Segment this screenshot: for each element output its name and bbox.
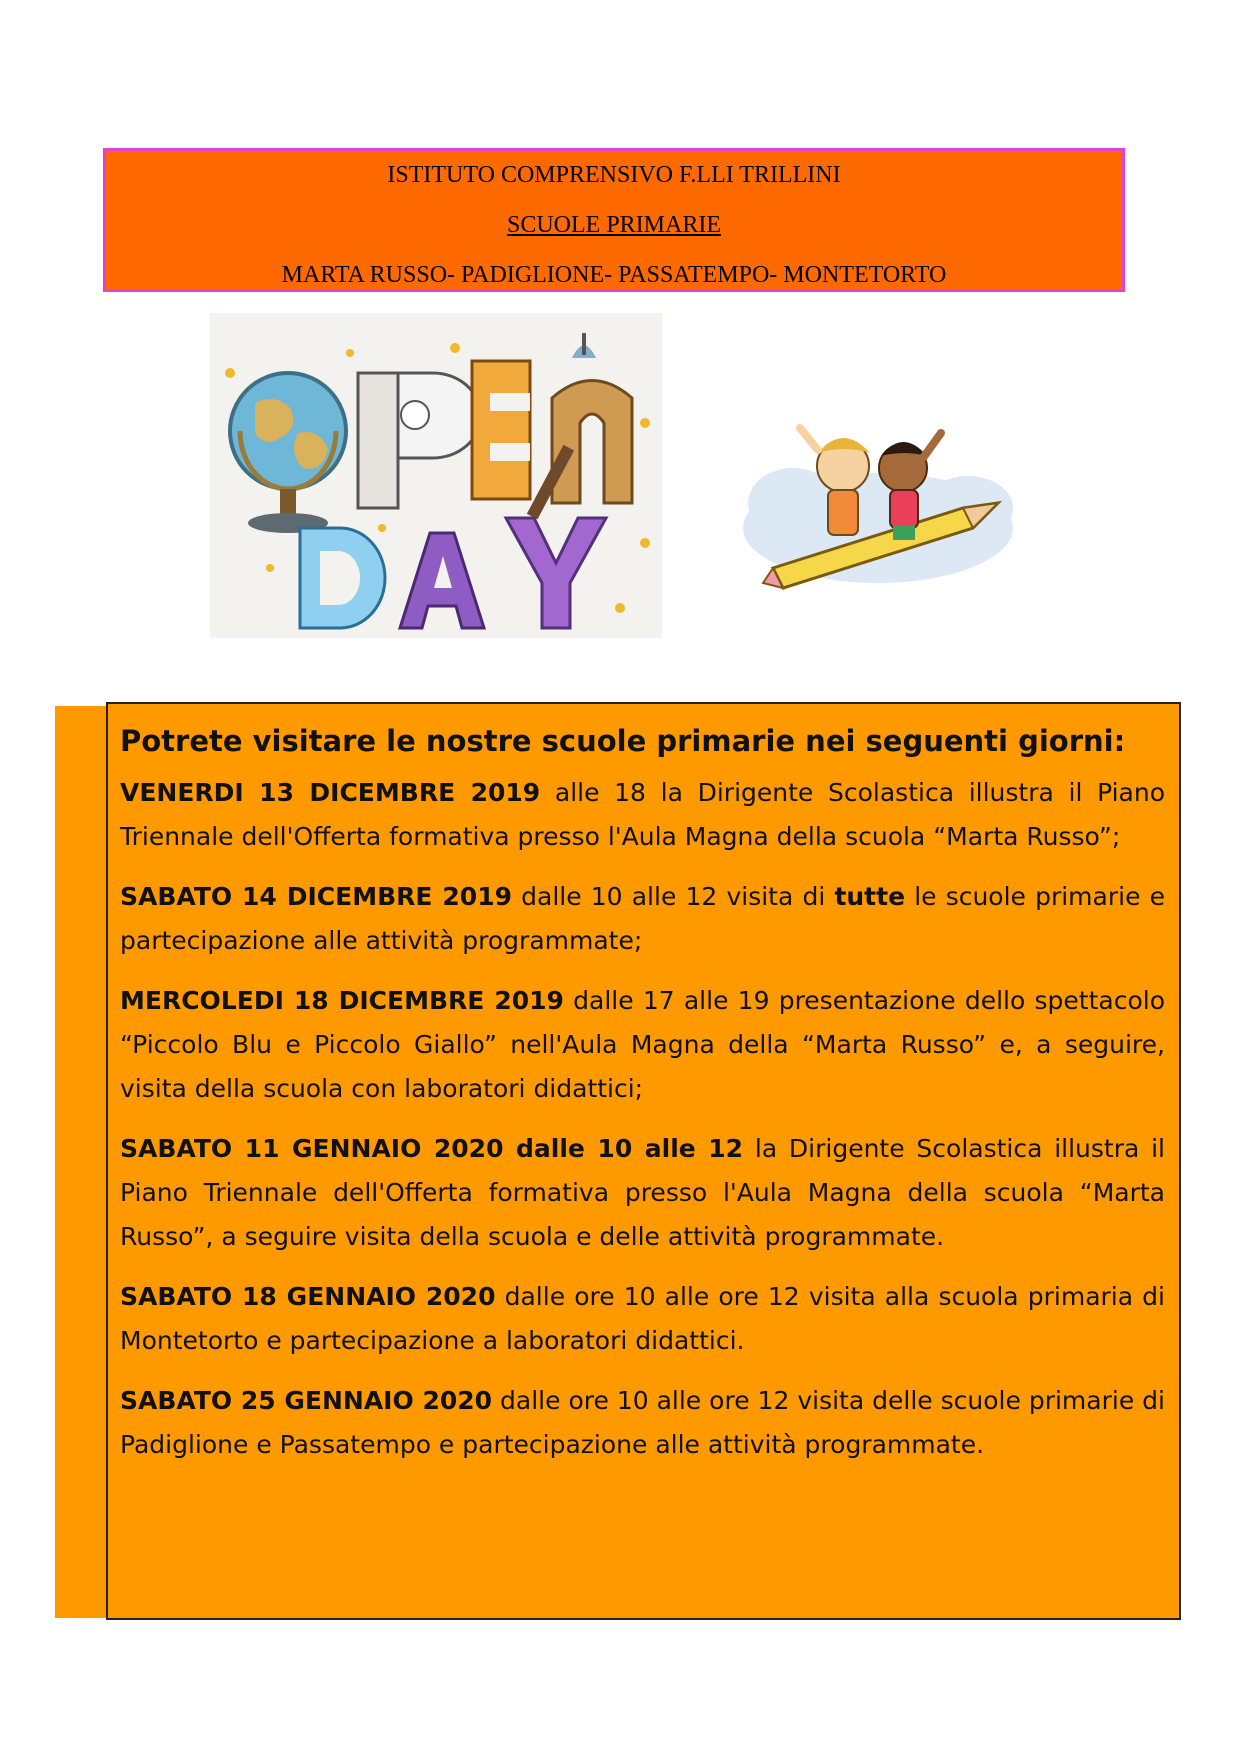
event-date: SABATO 25 GENNAIO 2020 [120, 1386, 493, 1415]
event-date: SABATO 14 DICEMBRE 2019 [120, 882, 512, 911]
schools-heading: SCUOLE PRIMARIE [506, 212, 722, 238]
institute-name: ISTITUTO COMPRENSIVO F.LLI TRILLINI [387, 162, 841, 188]
event-emphasis: tutte [834, 882, 906, 911]
event-description: dalle ore 10 alle ore 12 visita delle scuole primarie di Padiglione e Passatempo e partecipazione alle attività programmate. [120, 1386, 1165, 1459]
letter-n-icon [552, 333, 632, 503]
left-side-strip [55, 706, 107, 1618]
event-description: le scuole primarie e partecipazione alle attività programmate; [120, 882, 1166, 955]
open-day-logo-graphic [210, 313, 662, 638]
open-day-schedule [106, 702, 1181, 1620]
letter-a-icon [400, 533, 484, 628]
event-item [120, 979, 1165, 1111]
event-item [120, 1379, 1165, 1467]
event-date: VENERDI 13 DICEMBRE 2019 [120, 778, 541, 807]
event-description: dalle 10 alle 12 visita di [511, 882, 835, 911]
event-description: la Dirigente Scolastica illustra il Piano Triennale dell'Offerta formativa presso l'Aula Magna della scuola “Marta Russo”, a seguire visita della scuola e delle attività programmate. [120, 1134, 1166, 1251]
event-date: SABATO 11 GENNAIO 2020 dalle 10 alle 12 [120, 1134, 744, 1163]
event-description: dalle ore 10 alle ore 12 visita alla scuola primaria di Montetorto e partecipazione a laboratori didattici. [120, 1282, 1165, 1355]
letter-d-icon [300, 528, 385, 628]
schools-list: MARTA RUSSO- PADIGLIONE- PASSATEMPO- MONTETORTO [281, 262, 947, 288]
event-date: SABATO 18 GENNAIO 2020 [120, 1282, 496, 1311]
event-item [120, 771, 1165, 859]
open-day-logo [210, 313, 662, 638]
kids-on-pencil-graphic [733, 408, 1023, 638]
kids-on-pencil-illustration [733, 408, 1023, 638]
event-description: alle 18 la Dirigente Scolastica illustra il Piano Triennale dell'Offerta formativa presso l'Aula Magna della scuola “Marta Russo”; [120, 778, 1166, 851]
globe-icon [230, 373, 346, 533]
event-description: dalle 17 alle 19 presentazione dello spettacolo “Piccolo Blu e Piccolo Giallo” nell'Aula Magna della “Marta Russo” e, a seguire, visita della scuola con laboratori didattici; [120, 986, 1165, 1103]
event-item [120, 1275, 1165, 1363]
event-date: MERCOLEDI 18 DICEMBRE 2019 [120, 986, 564, 1015]
event-item [120, 875, 1165, 963]
schedule-intro: Potrete visitare le nostre scuole primarie nei seguenti giorni: [120, 724, 1126, 758]
letter-e-icon [472, 361, 530, 499]
event-item [120, 1127, 1165, 1259]
letter-p-icon [358, 373, 481, 508]
header-banner [103, 148, 1125, 292]
